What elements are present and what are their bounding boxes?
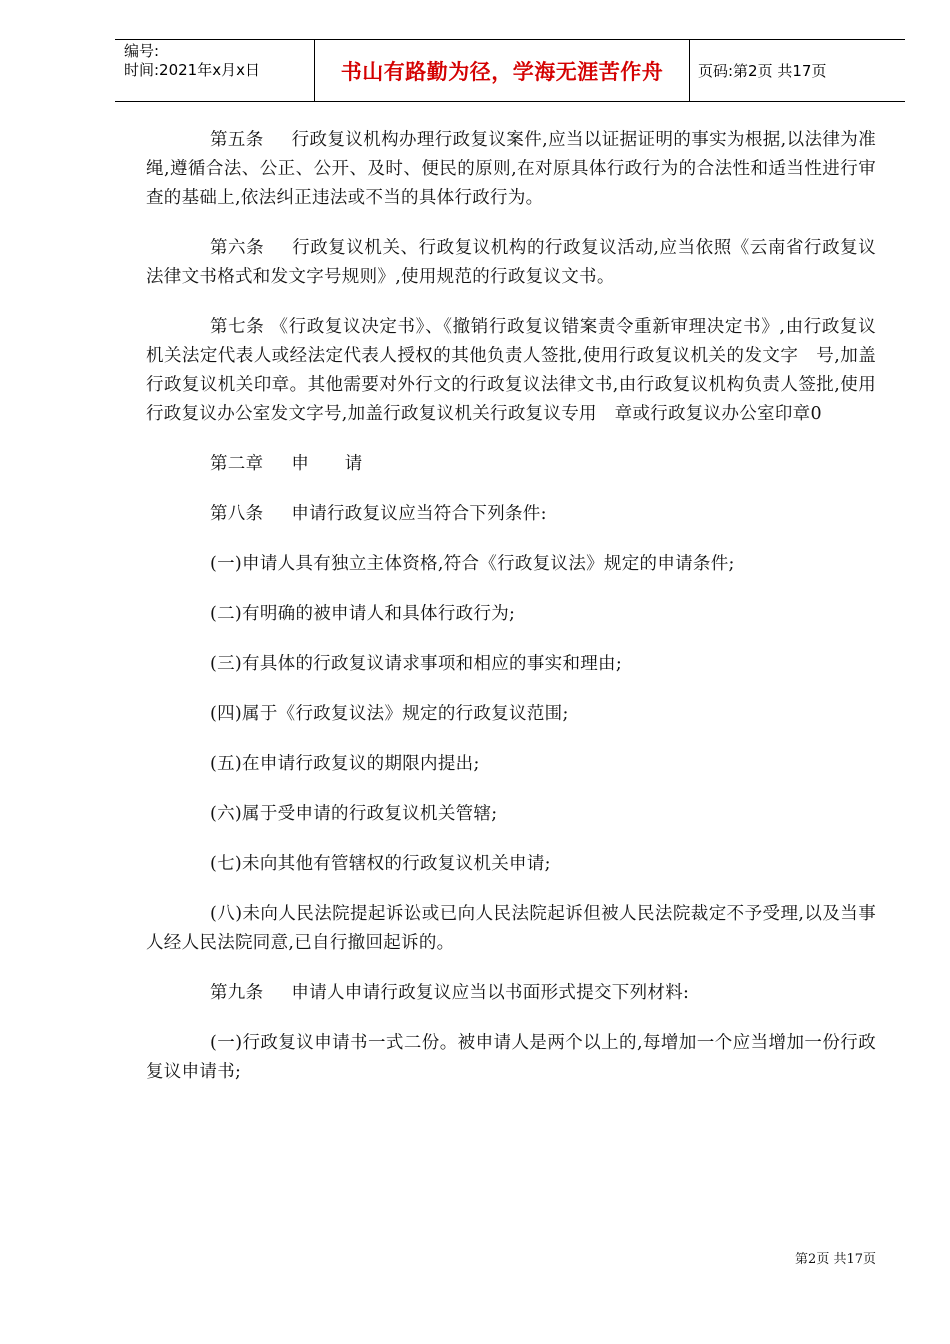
page-header [115, 39, 905, 102]
list-item-text: (一)申请人具有独立主体资格,符合《行政复议法》规定的申请条件; [210, 554, 735, 574]
article-9 [146, 979, 876, 1008]
chapter-heading [146, 450, 876, 479]
document-body [146, 126, 876, 1108]
article-number: 第八条 [210, 504, 264, 524]
header-meta [115, 40, 315, 101]
article-number: 第九条 [210, 983, 264, 1003]
header-number-label: 编号: [124, 42, 160, 60]
list-item [146, 1029, 876, 1087]
article-number: 第五条 [210, 130, 264, 150]
list-item-text: (七)未向其他有管辖权的行政复议机关申请; [210, 854, 551, 874]
article-number: 第七条 [210, 317, 265, 337]
list-item-text: (五)在申请行政复议的期限内提出; [210, 754, 480, 774]
article-text: 申请人申请行政复议应当以书面形式提交下列材料: [291, 983, 690, 1003]
footer-page-number: 第2页 共17页 [795, 1252, 876, 1267]
article-number: 第六条 [210, 238, 265, 258]
header-motto: 书山有路勤为径，学海无涯苦作舟 [340, 59, 664, 84]
chapter-title: 申 请 [291, 454, 363, 474]
article-text: 行政复议机关、行政复议机构的行政复议活动,应当依照《云南省行政复议法律文书格式和发文字号规则》,使用规范的行政复议文书。 [146, 238, 876, 287]
list-item-text: (八)未向人民法院提起诉讼或已向人民法院起诉但被人民法院裁定不予受理,以及当事人经人民法院同意,已自行撤回起诉的。 [146, 904, 876, 953]
article-7 [146, 313, 876, 429]
list-item [146, 900, 876, 958]
list-item-text: (二)有明确的被申请人和具体行政行为; [210, 604, 516, 624]
list-item-text: (四)属于《行政复议法》规定的行政复议范围; [210, 704, 569, 724]
list-item [146, 800, 876, 829]
list-item-text: (三)有具体的行政复议请求事项和相应的事实和理由; [210, 654, 623, 674]
list-item [146, 550, 876, 579]
article-text: 行政复议机构办理行政复议案件,应当以证据证明的事实为根据,以法律为准绳,遵循合法、公正、公开、及时、便民的原则,在对原具体行政行为的合法性和适当性进行审查的基础上,依法纠正违法或不当的具体行政行为。 [146, 130, 876, 208]
list-item [146, 700, 876, 729]
list-item-text: (六)属于受申请的行政复议机关管辖; [210, 804, 498, 824]
header-page-cell [690, 40, 905, 101]
article-6 [146, 234, 876, 292]
header-time-label: 时间:2021年x月x日 [124, 61, 260, 79]
header-page-label: 页码:第2页 共17页 [698, 62, 827, 80]
article-text: 《行政复议决定书》、《撤销行政复议错案责令重新审理决定书》,由行政复议机关法定代表人或经法定代表人授权的其他负责人签批,使用行政复议机关的发文字 号,加盖行政复议机关印章。其他需要对外行文的行政复议法律文书,由行政复议机构负责人签批,使用行政复议办公室发文字号,加盖行政复议机关行政复议专用 章或行政复议办公室印章0 [146, 317, 877, 424]
list-item [146, 850, 876, 879]
list-item [146, 600, 876, 629]
header-motto-cell [315, 40, 690, 101]
list-item-text: (一)行政复议申请书一式二份。被申请人是两个以上的,每增加一个应当增加一份行政复议申请书; [146, 1033, 876, 1082]
list-item [146, 650, 876, 679]
article-text: 申请行政复议应当符合下列条件: [291, 504, 547, 524]
list-item [146, 750, 876, 779]
article-5 [146, 126, 876, 213]
chapter-number: 第二章 [210, 454, 264, 474]
article-8 [146, 500, 876, 529]
